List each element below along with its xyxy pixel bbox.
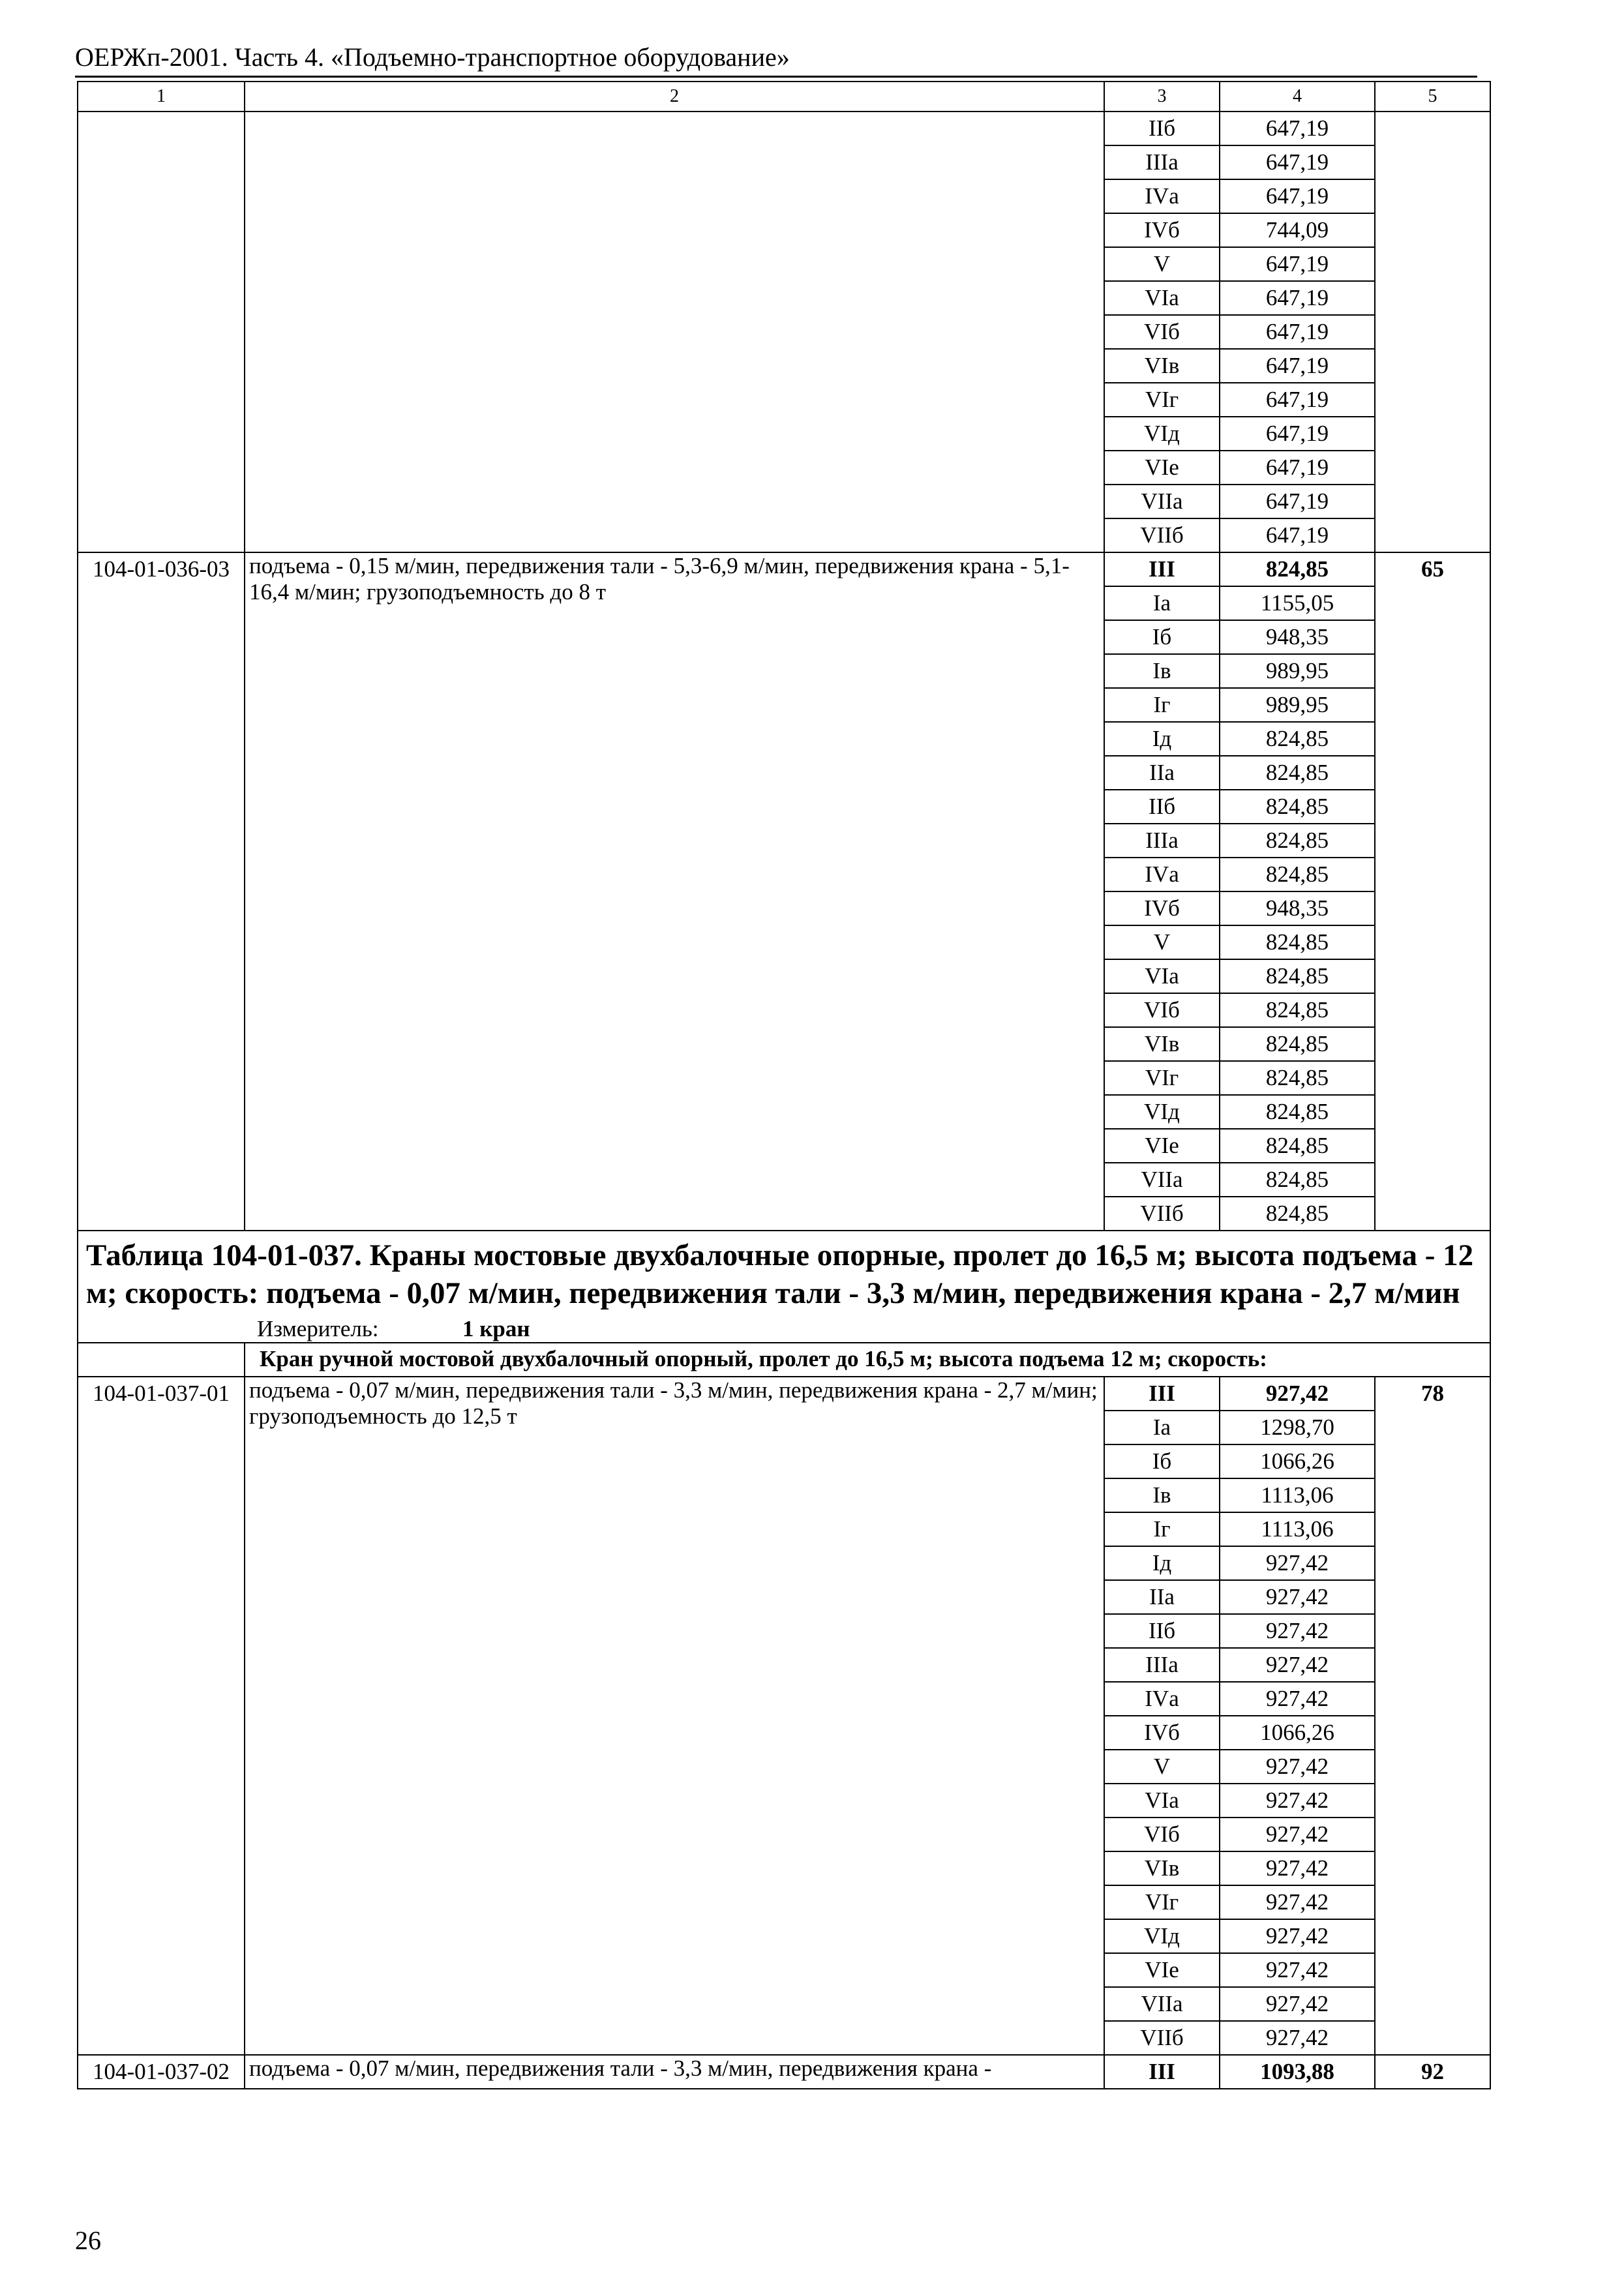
zone-label: IVб: [1104, 213, 1220, 247]
zone-label: VIв: [1104, 1027, 1220, 1061]
zone-label: IVб: [1104, 891, 1220, 925]
labor-coefficient: [1375, 112, 1490, 552]
price-value: 1093,88: [1220, 2055, 1375, 2089]
price-row: [78, 2055, 1490, 2089]
group-name: Кран ручной мостовой двухбалочный опорный, пролет до 16,5 м; высота подъема 12 м; скорость:: [245, 1343, 1490, 1377]
zone-label: VIг: [1104, 1885, 1220, 1919]
price-value: 1066,26: [1220, 1716, 1375, 1750]
price-value: 927,42: [1220, 1750, 1375, 1784]
price-value: 824,85: [1220, 1129, 1375, 1163]
price-value: 647,19: [1220, 417, 1375, 451]
price-value: 647,19: [1220, 179, 1375, 213]
zone-label: V: [1104, 247, 1220, 281]
labor-coefficient: 92: [1375, 2055, 1490, 2089]
price-value: 948,35: [1220, 620, 1375, 654]
zone-label: IIб: [1104, 790, 1220, 824]
item-code: [78, 112, 245, 552]
labor-coefficient: 65: [1375, 552, 1490, 1231]
item-description: подъема - 0,07 м/мин, передвижения тали - 3,3 м/мин, передвижения крана - 2,7 м/мин; грузоподъемность до 12,5 т: [245, 1377, 1104, 2055]
zone-label: IVа: [1104, 179, 1220, 213]
price-value: 1113,06: [1220, 1478, 1375, 1512]
price-value: 948,35: [1220, 891, 1375, 925]
price-value: 927,42: [1220, 1953, 1375, 1987]
zone-label: IIа: [1104, 1580, 1220, 1614]
meter-value: 1 кран: [462, 1316, 530, 1341]
labor-coefficient: 78: [1375, 1377, 1490, 2055]
zone-label: V: [1104, 1750, 1220, 1784]
zone-label: VIIа: [1104, 485, 1220, 518]
price-value: 824,85: [1220, 1061, 1375, 1095]
zone-label: IIб: [1104, 1614, 1220, 1648]
zone-label: Iа: [1104, 586, 1220, 620]
item-code: 104-01-036-03: [78, 552, 245, 1231]
zone-label: IIIа: [1104, 824, 1220, 858]
price-value: 647,19: [1220, 247, 1375, 281]
price-value: 647,19: [1220, 281, 1375, 315]
price-value: 824,85: [1220, 959, 1375, 993]
zone-label: Iв: [1104, 1478, 1220, 1512]
zone-label: VIа: [1104, 1784, 1220, 1818]
zone-label: VIб: [1104, 1818, 1220, 1851]
price-value: 824,85: [1220, 824, 1375, 858]
price-value: 647,19: [1220, 112, 1375, 145]
zone-label: VIб: [1104, 993, 1220, 1027]
zone-label: Iг: [1104, 688, 1220, 722]
item-description: подъема - 0,07 м/мин, передвижения тали - 3,3 м/мин, передвижения крана -: [245, 2055, 1104, 2089]
column-number: 2: [245, 82, 1104, 112]
column-number: 3: [1104, 82, 1220, 112]
zone-label: VIд: [1104, 1919, 1220, 1953]
zone-label: VIIа: [1104, 1163, 1220, 1197]
zone-label: VIб: [1104, 315, 1220, 349]
price-value: 927,42: [1220, 1614, 1375, 1648]
price-value: 824,85: [1220, 1027, 1375, 1061]
meter-label: Измеритель:: [257, 1316, 379, 1341]
price-value: 989,95: [1220, 688, 1375, 722]
price-row: [78, 552, 1490, 586]
zone-label: IIIа: [1104, 145, 1220, 179]
price-value: 927,42: [1220, 1682, 1375, 1716]
price-value: 927,42: [1220, 1885, 1375, 1919]
zone-label: VIе: [1104, 451, 1220, 485]
zone-label: IVа: [1104, 1682, 1220, 1716]
price-value: 927,42: [1220, 1818, 1375, 1851]
zone-label: VIе: [1104, 1129, 1220, 1163]
price-value: 647,19: [1220, 315, 1375, 349]
zone-label: Iд: [1104, 722, 1220, 756]
zone-label: VIг: [1104, 383, 1220, 417]
item-description: [245, 112, 1104, 552]
zone-label: Iб: [1104, 620, 1220, 654]
price-value: 1155,05: [1220, 586, 1375, 620]
column-number: 1: [78, 82, 245, 112]
price-value: 647,19: [1220, 518, 1375, 552]
zone-label: III: [1104, 1377, 1220, 1411]
zone-label: VIв: [1104, 349, 1220, 383]
zone-label: IIIа: [1104, 1648, 1220, 1682]
zone-label: Iд: [1104, 1546, 1220, 1580]
column-number: 5: [1375, 82, 1490, 112]
price-value: 1113,06: [1220, 1512, 1375, 1546]
zone-label: IIа: [1104, 756, 1220, 790]
price-value: 927,42: [1220, 1987, 1375, 2021]
zone-label: VIIб: [1104, 2021, 1220, 2055]
zone-label: IIб: [1104, 112, 1220, 145]
price-value: 824,85: [1220, 1095, 1375, 1129]
item-description: подъема - 0,15 м/мин, передвижения тали - 5,3-6,9 м/мин, передвижения крана - 5,1-16,4 м/мин; грузоподъемность до 8 т: [245, 552, 1104, 1231]
group-name-row: [78, 1343, 1490, 1377]
price-value: 824,85: [1220, 858, 1375, 891]
item-code: 104-01-037-01: [78, 1377, 245, 2055]
price-value: 927,42: [1220, 1580, 1375, 1614]
price-value: 647,19: [1220, 349, 1375, 383]
zone-label: V: [1104, 925, 1220, 959]
price-value: 824,85: [1220, 1197, 1375, 1231]
zone-label: VIг: [1104, 1061, 1220, 1095]
group-spacer: [78, 1343, 245, 1377]
table-title-row: [78, 1231, 1490, 1316]
price-table: [77, 81, 1491, 2089]
price-value: 647,19: [1220, 145, 1375, 179]
item-code: 104-01-037-02: [78, 2055, 245, 2089]
price-value: 824,85: [1220, 925, 1375, 959]
zone-label: VIд: [1104, 1095, 1220, 1129]
price-value: 647,19: [1220, 451, 1375, 485]
page-number: 26: [75, 2226, 101, 2255]
price-value: 824,85: [1220, 993, 1375, 1027]
meter-row: [78, 1316, 1490, 1343]
price-value: 927,42: [1220, 1648, 1375, 1682]
zone-label: VIIа: [1104, 1987, 1220, 2021]
zone-label: Iб: [1104, 1444, 1220, 1478]
price-value: 647,19: [1220, 383, 1375, 417]
zone-label: VIа: [1104, 959, 1220, 993]
price-value: 927,42: [1220, 1784, 1375, 1818]
price-value: 989,95: [1220, 654, 1375, 688]
zone-label: Iг: [1104, 1512, 1220, 1546]
zone-label: VIа: [1104, 281, 1220, 315]
price-value: 927,42: [1220, 1919, 1375, 1953]
price-value: 1298,70: [1220, 1411, 1375, 1444]
zone-label: VIе: [1104, 1953, 1220, 1987]
zone-label: Iв: [1104, 654, 1220, 688]
price-value: 927,42: [1220, 1546, 1375, 1580]
zone-label: VIIб: [1104, 1197, 1220, 1231]
price-value: 927,42: [1220, 2021, 1375, 2055]
zone-label: Iа: [1104, 1411, 1220, 1444]
running-header: ОЕРЖп-2001. Часть 4. «Подъемно-транспортное оборудование»: [75, 42, 790, 72]
price-value: 927,42: [1220, 1377, 1375, 1411]
column-number: 4: [1220, 82, 1375, 112]
zone-label: III: [1104, 552, 1220, 586]
price-value: 824,85: [1220, 1163, 1375, 1197]
price-value: 1066,26: [1220, 1444, 1375, 1478]
zone-label: IVа: [1104, 858, 1220, 891]
header-divider: [75, 76, 1477, 78]
price-value: 824,85: [1220, 722, 1375, 756]
zone-label: IVб: [1104, 1716, 1220, 1750]
zone-label: VIв: [1104, 1851, 1220, 1885]
price-row: [78, 1377, 1490, 1411]
price-value: 824,85: [1220, 790, 1375, 824]
price-value: 824,85: [1220, 756, 1375, 790]
zone-label: III: [1104, 2055, 1220, 2089]
meter-cell: [78, 1316, 1490, 1343]
price-row: [78, 112, 1490, 145]
price-value: 647,19: [1220, 485, 1375, 518]
table-title: Таблица 104-01-037. Краны мостовые двухбалочные опорные, пролет до 16,5 м; высота подъема - 12 м; скорость: подъема - 0,07 м/мин, передвижения тали - 3,3 м/мин, передвижения крана - 2,7 м/мин: [78, 1231, 1490, 1316]
price-value: 824,85: [1220, 552, 1375, 586]
column-number-row: [78, 82, 1490, 112]
price-value: 927,42: [1220, 1851, 1375, 1885]
price-value: 744,09: [1220, 213, 1375, 247]
zone-label: VIIб: [1104, 518, 1220, 552]
zone-label: VIд: [1104, 417, 1220, 451]
